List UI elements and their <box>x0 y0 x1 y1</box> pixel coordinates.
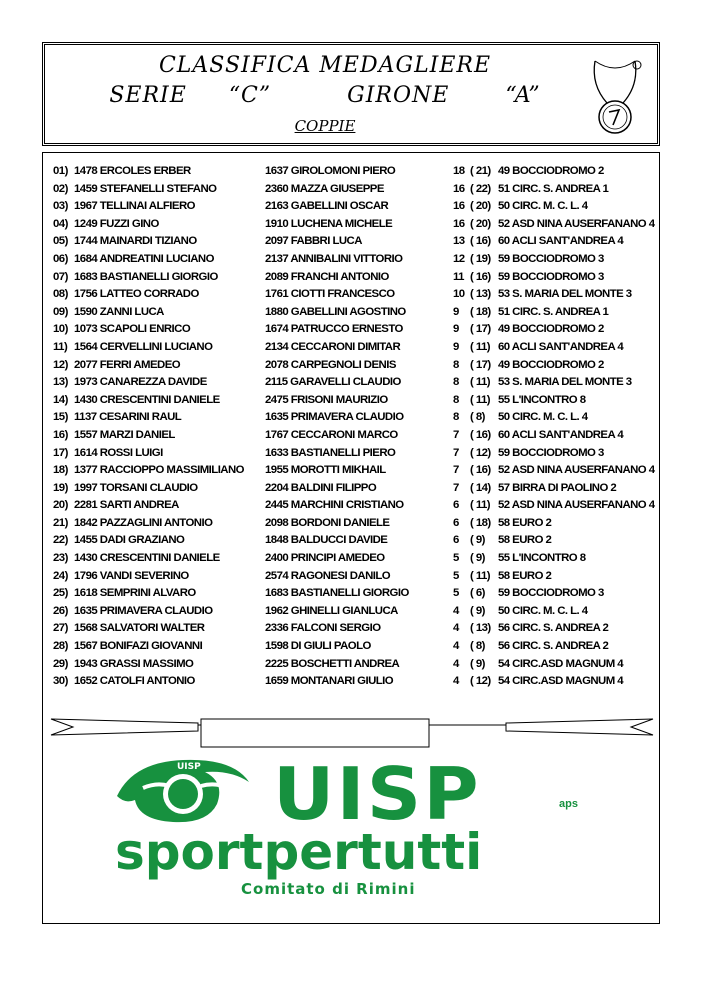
rank-number: 29) <box>53 657 68 670</box>
score-row <box>453 321 659 339</box>
matches-count: ( 12) <box>470 675 491 688</box>
partner-name: 1635 PRIMAVERA CLAUDIO <box>265 411 404 424</box>
matches-count: ( 11) <box>470 393 491 406</box>
score-row <box>453 304 659 322</box>
partner-name: 2097 FABBRI LUCA <box>265 235 362 248</box>
player-name: 1684 ANDREATINI LUCIANO <box>74 252 214 265</box>
club-name: 60 ACLI SANT'ANDREA 4 <box>498 340 624 353</box>
partner-name: 1637 GIROLOMONI PIERO <box>265 165 396 177</box>
score-row <box>453 656 659 674</box>
matches-count: ( 8) <box>470 411 485 424</box>
rank-number: 28) <box>53 640 68 653</box>
partner-name: 2574 RAGONESI DANILO <box>265 569 391 582</box>
table-row <box>53 673 265 691</box>
club-name: 49 BOCCIODROMO 2 <box>498 358 604 371</box>
table-row <box>53 585 265 603</box>
table-row <box>53 409 265 427</box>
table-row <box>53 392 265 410</box>
points: 4 <box>453 675 459 688</box>
comitato-label: Comitato di Rimini <box>241 880 416 898</box>
player-name: 1683 BASTIANELLI GIORGIO <box>74 270 218 283</box>
partner-name: 1674 PATRUCCO ERNESTO <box>265 323 403 336</box>
rank-number: 10) <box>53 323 68 336</box>
score-row <box>453 603 659 621</box>
points: 5 <box>453 569 459 582</box>
partner-name: 2204 BALDINI FILIPPO <box>265 481 377 494</box>
header-box <box>42 42 660 146</box>
player-name: 2077 FERRI AMEDEO <box>74 358 181 371</box>
table-row <box>53 462 265 480</box>
club-name: 50 CIRC. M. C. L. 4 <box>498 200 588 213</box>
club-name: 49 BOCCIODROMO 2 <box>498 323 604 336</box>
partner-name: 2336 FALCONI SERGIO <box>265 622 381 635</box>
points: 8 <box>453 411 459 424</box>
medal-icon <box>585 57 645 137</box>
matches-count: ( 11) <box>470 340 491 353</box>
partner-name: 1633 BASTIANELLI PIERO <box>265 446 396 459</box>
points: 4 <box>453 622 459 635</box>
table-row <box>53 321 265 339</box>
club-name: 55 L'INCONTRO 8 <box>498 552 586 565</box>
partner-name: 2225 BOSCHETTI ANDREA <box>265 657 400 670</box>
table-row <box>53 339 265 357</box>
table-row <box>53 427 265 445</box>
table-row <box>53 515 265 533</box>
player-name: 2281 SARTI ANDREA <box>74 499 179 512</box>
rank-number: 17) <box>53 446 68 459</box>
table-row <box>53 233 265 251</box>
table-row <box>53 286 265 304</box>
matches-count: ( 20) <box>470 217 491 230</box>
matches-count: ( 16) <box>470 428 491 441</box>
matches-count: ( 9) <box>470 657 485 670</box>
table-row <box>53 357 265 375</box>
club-name: 56 CIRC. S. ANDREA 2 <box>498 640 609 653</box>
players-column-2 <box>265 163 455 691</box>
club-name: 58 EURO 2 <box>498 534 552 547</box>
score-row <box>453 181 659 199</box>
points: 8 <box>453 376 459 389</box>
score-row <box>453 638 659 656</box>
points: 8 <box>453 358 459 371</box>
table-row <box>53 497 265 515</box>
table-row <box>53 269 265 287</box>
matches-count: ( 12) <box>470 446 491 459</box>
player-name: 1590 ZANNI LUCA <box>74 305 164 318</box>
points: 6 <box>453 516 459 529</box>
matches-count: ( 13) <box>470 622 491 635</box>
table-row <box>53 603 265 621</box>
player-name: 1459 STEFANELLI STEFANO <box>74 182 217 195</box>
score-row <box>453 445 659 463</box>
group-value: “A” <box>505 83 541 108</box>
club-name: 50 CIRC. M. C. L. 4 <box>498 604 588 617</box>
ribbon-banner <box>43 713 661 753</box>
matches-count: ( 16) <box>470 235 491 248</box>
player-name: 1455 DADI GRAZIANO <box>74 534 185 547</box>
player-name: 1430 CRESCENTINI DANIELE <box>74 393 220 406</box>
rank-number: 16) <box>53 428 68 441</box>
player-name: 1652 CATOLFI ANTONIO <box>74 675 195 688</box>
score-row <box>453 532 659 550</box>
players-column-1 <box>53 163 265 691</box>
matches-count: ( 11) <box>470 569 491 582</box>
matches-count: ( 21) <box>470 165 491 177</box>
score-row <box>453 462 659 480</box>
points: 4 <box>453 640 459 653</box>
player-name: 1967 TELLINAI ALFIERO <box>74 200 195 213</box>
player-name: 1744 MAINARDI TIZIANO <box>74 235 197 248</box>
club-name: 59 BOCCIODROMO 3 <box>498 252 604 265</box>
player-name: 1430 CRESCENTINI DANIELE <box>74 552 220 565</box>
points: 7 <box>453 446 459 459</box>
points: 16 <box>453 217 465 230</box>
aps-label: aps <box>559 798 578 810</box>
points: 5 <box>453 587 459 600</box>
player-name: 1564 CERVELLINI LUCIANO <box>74 340 213 353</box>
score-row <box>453 550 659 568</box>
player-name: 1756 LATTEO CORRADO <box>74 288 199 301</box>
points: 8 <box>453 393 459 406</box>
player-name: 1997 TORSANI CLAUDIO <box>74 481 198 494</box>
rank-number: 08) <box>53 288 68 301</box>
club-name: 54 CIRC.ASD MAGNUM 4 <box>498 657 624 670</box>
rank-number: 30) <box>53 675 68 688</box>
scores-column <box>453 163 659 691</box>
table-row <box>53 638 265 656</box>
rank-number: 14) <box>53 393 68 406</box>
score-row <box>453 251 659 269</box>
rank-number: 26) <box>53 604 68 617</box>
category-label: COPPIE <box>294 117 356 135</box>
club-name: 51 CIRC. S. ANDREA 1 <box>498 305 609 318</box>
club-name: 57 BIRRA DI PAOLINO 2 <box>498 481 617 494</box>
score-row <box>453 269 659 287</box>
table-row <box>53 480 265 498</box>
club-name: 55 L'INCONTRO 8 <box>498 393 586 406</box>
emblem-text: UISP <box>177 762 201 772</box>
content-box <box>42 152 660 924</box>
player-name: 1377 RACCIOPPO MASSIMILIANO <box>74 464 244 477</box>
uisp-emblem-icon <box>113 752 253 826</box>
player-name: 1842 PAZZAGLINI ANTONIO <box>74 516 213 529</box>
club-name: 59 BOCCIODROMO 3 <box>498 587 604 600</box>
partner-name: 1962 GHINELLI GIANLUCA <box>265 604 398 617</box>
points: 7 <box>453 464 459 477</box>
partner-name: 1598 DI GIULI PAOLO <box>265 640 371 653</box>
matches-count: ( 18) <box>470 516 491 529</box>
player-name: 1614 ROSSI LUIGI <box>74 446 163 459</box>
score-row <box>453 497 659 515</box>
matches-count: ( 14) <box>470 481 491 494</box>
club-name: 54 CIRC.ASD MAGNUM 4 <box>498 675 624 688</box>
score-row <box>453 339 659 357</box>
club-name: 51 CIRC. S. ANDREA 1 <box>498 182 609 195</box>
points: 6 <box>453 534 459 547</box>
rank-number: 23) <box>53 552 68 565</box>
table-row <box>53 445 265 463</box>
points: 9 <box>453 323 459 336</box>
score-row <box>453 585 659 603</box>
rank-number: 06) <box>53 252 68 265</box>
table-row <box>53 304 265 322</box>
table-row <box>53 198 265 216</box>
sportpertutti-wordmark: sportpertutti <box>115 823 483 881</box>
player-name: 1557 MARZI DANIEL <box>74 428 175 441</box>
score-row <box>453 198 659 216</box>
points: 5 <box>453 552 459 565</box>
matches-count: ( 6) <box>470 587 485 600</box>
score-row <box>453 673 659 691</box>
partner-name: 2445 MARCHINI CRISTIANO <box>265 499 404 512</box>
points: 12 <box>453 252 465 265</box>
player-name: 1973 CANAREZZA DAVIDE <box>74 376 207 389</box>
partner-name: 2475 FRISONI MAURIZIO <box>265 393 388 406</box>
partner-name: 1880 GABELLINI AGOSTINO <box>265 305 406 318</box>
table-row <box>53 532 265 550</box>
partner-name: 1955 MOROTTI MIKHAIL <box>265 464 386 477</box>
points: 4 <box>453 657 459 670</box>
points: 16 <box>453 182 465 195</box>
table-row <box>53 374 265 392</box>
rank-number: 02) <box>53 182 68 195</box>
player-name: 1943 GRASSI MASSIMO <box>74 657 194 670</box>
rank-number: 24) <box>53 569 68 582</box>
matches-count: ( 13) <box>470 288 491 301</box>
partner-name: 2089 FRANCHI ANTONIO <box>265 270 389 283</box>
club-name: 53 S. MARIA DEL MONTE 3 <box>498 376 632 389</box>
partner-name: 2137 ANNIBALINI VITTORIO <box>265 252 403 265</box>
rank-number: 21) <box>53 516 68 529</box>
partner-name: 2098 BORDONI DANIELE <box>265 516 390 529</box>
partner-name: 2078 CARPEGNOLI DENIS <box>265 358 396 371</box>
table-row <box>53 251 265 269</box>
club-name: 59 BOCCIODROMO 3 <box>498 270 604 283</box>
rank-number: 12) <box>53 358 68 371</box>
matches-count: ( 18) <box>470 305 491 318</box>
partner-name: 1683 BASTIANELLI GIORGIO <box>265 587 409 600</box>
rank-number: 22) <box>53 534 68 547</box>
table-row <box>53 550 265 568</box>
club-name: 52 ASD NINA AUSERFANANO 4 <box>498 499 655 512</box>
player-name: 1249 FUZZI GINO <box>74 217 159 230</box>
points: 9 <box>453 305 459 318</box>
club-name: 56 CIRC. S. ANDREA 2 <box>498 622 609 635</box>
club-name: 58 EURO 2 <box>498 516 552 529</box>
score-row <box>453 409 659 427</box>
points: 11 <box>453 270 464 283</box>
page-subtitle-series <box>45 83 605 108</box>
rank-number: 18) <box>53 464 68 477</box>
partner-name: 2134 CECCARONI DIMITAR <box>265 340 401 353</box>
club-name: 49 BOCCIODROMO 2 <box>498 165 604 177</box>
series-value: “C” <box>228 83 272 108</box>
rank-number: 11) <box>53 340 68 353</box>
score-row <box>453 357 659 375</box>
table-row <box>53 568 265 586</box>
club-name: 52 ASD NINA AUSERFANANO 4 <box>498 464 655 477</box>
score-row <box>453 216 659 234</box>
partner-name: 1767 CECCARONI MARCO <box>265 428 398 441</box>
rank-number: 27) <box>53 622 68 635</box>
matches-count: ( 17) <box>470 323 491 336</box>
group-label: GIRONE <box>347 83 450 108</box>
partner-name: 1761 CIOTTI FRANCESCO <box>265 288 395 301</box>
score-row <box>453 163 659 181</box>
matches-count: ( 11) <box>470 376 491 389</box>
table-row <box>53 181 265 199</box>
score-row <box>453 568 659 586</box>
player-name: 1618 SEMPRINI ALVARO <box>74 587 196 600</box>
matches-count: ( 17) <box>470 358 491 371</box>
rank-number: 07) <box>53 270 68 283</box>
rank-number: 13) <box>53 376 68 389</box>
partner-name: 1659 MONTANARI GIULIO <box>265 675 394 688</box>
score-row <box>453 515 659 533</box>
points: 13 <box>453 235 465 248</box>
points: 9 <box>453 340 459 353</box>
points: 7 <box>453 428 459 441</box>
matches-count: ( 9) <box>470 534 485 547</box>
club-name: 59 BOCCIODROMO 3 <box>498 446 604 459</box>
matches-count: ( 8) <box>470 640 485 653</box>
rank-number: 01) <box>53 165 68 177</box>
partner-name: 2400 PRINCIPI AMEDEO <box>265 552 385 565</box>
rank-number: 05) <box>53 235 68 248</box>
points: 10 <box>453 288 465 301</box>
score-row <box>453 480 659 498</box>
player-name: 1073 SCAPOLI ENRICO <box>74 323 191 336</box>
points: 18 <box>453 165 465 177</box>
rank-number: 15) <box>53 411 68 424</box>
score-row <box>453 286 659 304</box>
club-name: 50 CIRC. M. C. L. 4 <box>498 411 588 424</box>
club-name: 52 ASD NINA AUSERFANANO 4 <box>498 217 655 230</box>
player-name: 1137 CESARINI RAUL <box>74 411 182 424</box>
matches-count: ( 9) <box>470 552 485 565</box>
matches-count: ( 9) <box>470 604 485 617</box>
partner-name: 1848 BALDUCCI DAVIDE <box>265 534 388 547</box>
matches-count: ( 22) <box>470 182 491 195</box>
matches-count: ( 16) <box>470 464 491 477</box>
matches-count: ( 20) <box>470 200 491 213</box>
points: 6 <box>453 499 459 512</box>
rank-number: 25) <box>53 587 68 600</box>
rank-number: 04) <box>53 217 68 230</box>
score-row <box>453 620 659 638</box>
player-name: 1568 SALVATORI WALTER <box>74 622 205 635</box>
club-name: 60 ACLI SANT'ANDREA 4 <box>498 428 624 441</box>
rank-number: 20) <box>53 499 68 512</box>
score-row <box>453 427 659 445</box>
score-row <box>453 392 659 410</box>
matches-count: ( 19) <box>470 252 491 265</box>
table-row <box>53 163 265 181</box>
partner-name: 1910 LUCHENA MICHELE <box>265 217 393 230</box>
uisp-wordmark: UISP <box>273 752 481 836</box>
page-title: CLASSIFICA MEDAGLIERE <box>158 53 492 78</box>
points: 4 <box>453 604 459 617</box>
points: 7 <box>453 481 459 494</box>
rank-number: 09) <box>53 305 68 318</box>
score-row <box>453 233 659 251</box>
player-name: 1635 PRIMAVERA CLAUDIO <box>74 604 213 617</box>
partner-name: 2163 GABELLINI OSCAR <box>265 200 389 213</box>
points: 16 <box>453 200 465 213</box>
player-name: 1567 BONIFAZI GIOVANNI <box>74 640 203 653</box>
partner-name: 2115 GARAVELLI CLAUDIO <box>265 376 401 389</box>
matches-count: ( 11) <box>470 499 491 512</box>
partner-name: 2360 MAZZA GIUSEPPE <box>265 182 384 195</box>
table-row <box>53 656 265 674</box>
series-label: SERIE <box>109 83 187 108</box>
score-row <box>453 374 659 392</box>
player-name: 1796 VANDI SEVERINO <box>74 569 189 582</box>
table-row <box>53 216 265 234</box>
uisp-logo <box>43 748 661 908</box>
player-name: 1478 ERCOLES ERBER <box>74 165 191 177</box>
club-name: 60 ACLI SANT'ANDREA 4 <box>498 235 624 248</box>
club-name: 58 EURO 2 <box>498 569 552 582</box>
matches-count: ( 16) <box>470 270 491 283</box>
table-row <box>53 620 265 638</box>
rank-number: 03) <box>53 200 68 213</box>
club-name: 53 S. MARIA DEL MONTE 3 <box>498 288 632 301</box>
rank-number: 19) <box>53 481 68 494</box>
